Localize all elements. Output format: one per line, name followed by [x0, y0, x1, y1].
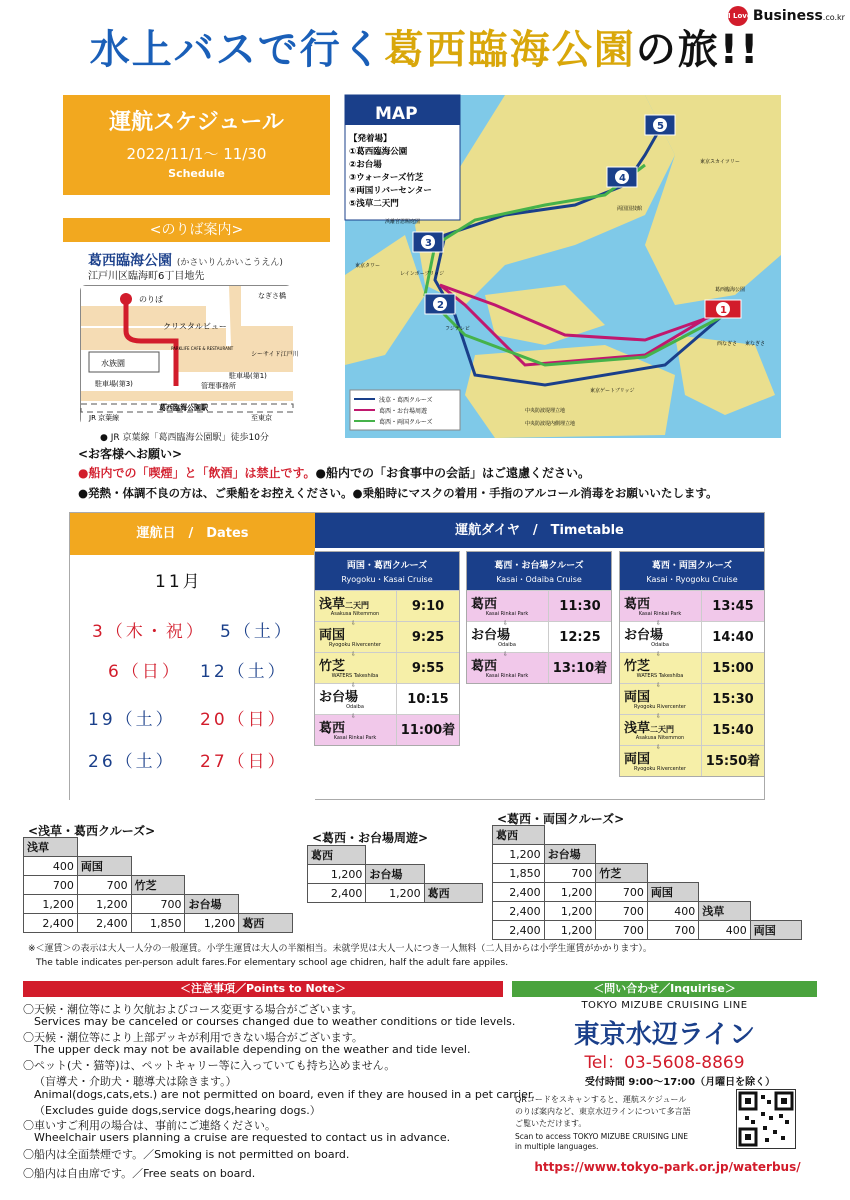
qr-code-svg	[737, 1090, 795, 1148]
boarding-map	[80, 285, 299, 425]
fare-note-en: The table indicates per-person adult fares.For elementary school age chidren, half the adult fare appiles.	[36, 958, 509, 968]
stop-name-main: 両国	[319, 628, 346, 643]
fare-station: 両国	[750, 921, 801, 940]
dates-row	[200, 747, 288, 772]
schedule-box	[63, 95, 330, 195]
stop-name-main: お台場	[471, 628, 511, 643]
fare-cell: 400	[24, 857, 78, 876]
fare-table-kasai-ryogoku	[492, 825, 802, 940]
map-place-label: 東京タワー	[355, 263, 381, 269]
cruise-title: 葛西・お台場クルーズ	[494, 561, 584, 571]
arrow-down-icon: ⇩	[351, 713, 357, 720]
stop-name-main: 両国	[624, 690, 651, 705]
fare-cell: 1,200	[544, 921, 596, 940]
timetable-stop	[620, 652, 764, 689]
title-part-3: の旅!!	[635, 27, 761, 73]
cruise-ryogoku-kasai	[314, 551, 460, 746]
park-name-text: 葛西臨海公園	[88, 253, 172, 269]
route-map	[345, 95, 781, 438]
route-legend-label: 浅草・葛西クルーズ	[379, 397, 433, 404]
route-legend-label: 葛西・両国クルーズ	[379, 419, 433, 426]
date-right: 12（土）	[200, 662, 288, 682]
stop-name-sub: 二天門	[345, 601, 370, 610]
point-line: 〇船内は全面禁煙です。／Smoking is not permitted on board.	[23, 1148, 350, 1161]
marker-label: 4	[619, 173, 626, 184]
stop-time: 13:10着	[548, 653, 611, 683]
stop-name	[319, 624, 345, 643]
qr-text: QRコードをスキャンすると、運航スケジュール	[515, 1095, 687, 1104]
fare-table-asakusa-kasai	[23, 837, 293, 933]
stop-name-en: WATERS Takeshiba	[636, 673, 684, 679]
arrow-down-icon: ⇩	[656, 620, 662, 627]
park-reading: (かさいりんかいこうえん)	[176, 258, 283, 268]
fare-cell: 1,200	[308, 865, 366, 884]
pier-marker-icon	[120, 293, 132, 305]
stop-name-en: Odaiba	[651, 642, 669, 648]
stop-time: 15:50着	[701, 746, 764, 776]
fare-cell: 400	[647, 902, 698, 921]
access-info: ● JR 京葉線「葛西臨海公園駅」徒歩10分	[100, 433, 269, 443]
qr-text: のりば案内など、東京水辺ラインについて多言語	[515, 1107, 691, 1116]
arrow-down-icon: ⇩	[503, 651, 509, 658]
road-shape	[81, 391, 293, 401]
fare-station: 竹芝	[131, 876, 185, 895]
heart-icon: I Love	[728, 6, 748, 26]
stop-name-main: 竹芝	[624, 659, 651, 674]
boarding-map-svg	[81, 286, 299, 426]
map-legend-item: ④両国リバーセンター	[349, 186, 432, 196]
stop-name	[471, 655, 497, 674]
map-place-label: 中央防波堤内側埋立地	[525, 421, 576, 427]
fare-station: お台場	[366, 865, 424, 884]
page-title	[0, 18, 850, 75]
dates-body	[70, 555, 315, 800]
timetable-stop	[620, 683, 764, 720]
stop-name-en: Kasai Rinkai Park	[485, 611, 529, 617]
stop-time: 12:25	[548, 622, 611, 652]
stop-name	[319, 593, 369, 612]
marker-label: 2	[437, 300, 444, 311]
cruise-subtitle: Kasai・Ryogoku Cruise	[646, 575, 738, 584]
map-place-label: 葛西臨海公園	[715, 287, 746, 293]
map-place-label: 東京スカイツリー	[700, 159, 740, 165]
map-place-label: 浜離宮恩賜庭園	[385, 219, 421, 225]
fare-cell: 1,200	[544, 883, 596, 902]
dates-row	[200, 657, 288, 682]
qr-text-en: in multiple languages.	[515, 1142, 599, 1151]
arrow-down-icon: ⇩	[503, 620, 509, 627]
map-legend-item: ①葛西臨海公園	[349, 147, 408, 157]
date-right: 5（土）	[220, 622, 294, 642]
dates-row	[108, 657, 182, 682]
point-line: （盲導犬・介助犬・聴導犬は除きます。）	[34, 1075, 237, 1088]
arrow-down-icon: ⇩	[351, 620, 357, 627]
fare-station: 浅草	[699, 902, 750, 921]
stop-time: 11:30	[548, 591, 611, 621]
stop-name-main: 葛西	[471, 659, 498, 674]
notice-red-text: ●船内での「喫煙」と「飲酒」は禁止です。	[78, 466, 316, 480]
map-place-label: 両国国技館	[617, 206, 643, 212]
dates-row	[88, 747, 176, 772]
fare-cell: 1,850	[131, 914, 185, 933]
map-label-seaside: シーサイド江戸川	[251, 351, 299, 358]
fare-station: 浅草	[24, 838, 78, 857]
map-label-parking1: 駐車場(第1)	[229, 372, 267, 380]
dates-row	[220, 617, 294, 642]
stop-name-main: 葛西	[471, 597, 498, 612]
fare-cell: 700	[596, 902, 647, 921]
title-part-1: 水上バスで行く	[89, 27, 384, 73]
map-legend-item: ⑤浅草二天門	[349, 199, 399, 209]
map-label-station: 葛西臨海公園駅	[159, 404, 208, 412]
fare-cell: 1,200	[185, 914, 239, 933]
arrow-down-icon: ⇩	[656, 713, 662, 720]
stop-name	[624, 686, 650, 705]
date-left: 26（土）	[88, 752, 176, 772]
title-part-2: 葛西臨海公園	[383, 27, 636, 73]
qr-code-icon[interactable]	[736, 1089, 796, 1149]
fare-station: お台場	[544, 845, 596, 864]
map-place-label: 西なぎさ	[717, 341, 738, 347]
point-line: 〇天候・潮位等により上部デッキが利用できない場合がございます。	[23, 1031, 363, 1044]
arrow-down-icon: ⇩	[656, 744, 662, 751]
point-line: 〇ペット(犬・猫等)は、ペットキャリー等に入っていても持ち込めません。	[23, 1059, 396, 1072]
point-line: 〇天候・潮位等により欠航およびコース変更する場合がございます。	[23, 1003, 363, 1016]
point-line: 〇車いすご利用の場合は、事前にご連絡ください。	[23, 1119, 276, 1132]
point-line: Animal(dogs,cats,ets.) are not permitted on board, even if they are housed in a pet carrier.	[34, 1088, 535, 1101]
dates-row	[200, 705, 288, 730]
stop-time: 15:30	[701, 684, 764, 714]
qr-text: ご覧いただけます。	[515, 1119, 587, 1128]
timetable-stop	[467, 621, 611, 658]
map-place-label: 中央防波堤埋立地	[525, 408, 566, 414]
fare-station: 葛西	[493, 826, 545, 845]
map-place-label: フジテレビ	[445, 326, 470, 332]
stop-name-en: Ryogoku Rivercenter	[634, 766, 686, 772]
point-line: Wheelchair users planning a cruise are requested to contact us in advance.	[34, 1131, 451, 1144]
brand-suffix: .co.kr	[822, 13, 845, 22]
stop-name-sub: 二天門	[650, 725, 675, 734]
fare-label-kasai-ryogoku: <葛西・両国クルーズ>	[497, 812, 625, 826]
map-legend-title: 【発着場】	[349, 134, 392, 144]
stop-name-main: 両国	[624, 752, 651, 767]
stop-name-en: WATERS Takeshiba	[331, 673, 379, 679]
fare-cell: 700	[596, 921, 647, 940]
fare-cell: 700	[647, 921, 698, 940]
schedule-dates: 2022/11/1～ 11/30	[126, 145, 267, 163]
stop-name	[624, 655, 650, 674]
map-place-label: 東京ゲートブリッジ	[590, 388, 635, 394]
map-place-label: レインボーブリッジ	[400, 271, 445, 277]
phone-number[interactable]: Tel：03-5608-8869	[584, 1053, 745, 1073]
fare-cell: 400	[699, 921, 750, 940]
stop-name-main: 竹芝	[319, 659, 346, 674]
point-line: Services may be canceled or courses changed due to weather conditions or tide levels.	[34, 1015, 516, 1028]
timetable-stop	[620, 590, 764, 627]
fare-cell: 1,200	[493, 845, 545, 864]
stop-name-main: お台場	[319, 690, 359, 705]
map-label-pier: のりば	[139, 295, 163, 304]
stop-time: 11:00着	[396, 715, 459, 745]
notice-rest-text: ●船内での「お食事中の会話」はご遠慮ください。	[315, 466, 590, 480]
dates-heading: 運航日 / Dates	[70, 513, 315, 555]
fare-cell: 2,400	[493, 883, 545, 902]
date-left: 19（土）	[88, 710, 176, 730]
stop-time: 9:55	[396, 653, 459, 683]
date-left: 6（日）	[108, 662, 182, 682]
stop-name-en: Odaiba	[346, 704, 364, 710]
timetable-stop	[315, 621, 459, 658]
timetable-stop	[315, 590, 459, 627]
brand-name: Business	[752, 8, 823, 24]
fare-cell: 1,200	[77, 895, 131, 914]
map-label-to-tokyo: 至東京	[251, 414, 272, 422]
arrow-down-icon: ⇩	[656, 682, 662, 689]
cruise-kasai-odaiba	[466, 551, 612, 684]
stop-name-en: Kasai Rinkai Park	[638, 611, 682, 617]
cruise-title: 葛西・両国クルーズ	[651, 561, 733, 571]
stop-name	[319, 717, 345, 736]
cruise-heading	[315, 552, 459, 590]
map-label-aquarium: 水族園	[101, 359, 125, 368]
map-label-nagisa: なぎさ橋	[258, 292, 286, 300]
fare-cell: 700	[544, 864, 596, 883]
timetable-stop	[467, 652, 611, 683]
stop-time: 10:15	[396, 684, 459, 714]
park-address: 江戸川区臨海町6丁目地先	[88, 271, 205, 282]
fare-cell: 1,200	[24, 895, 78, 914]
points-heading: ＜注意事項／Points to Note＞	[23, 981, 503, 997]
marker-label: 3	[425, 238, 432, 249]
schedule-heading: 運航スケジュール	[109, 110, 284, 135]
cruise-title: 両国・葛西クルーズ	[346, 561, 428, 571]
arrow-down-icon: ⇩	[351, 682, 357, 689]
stop-name	[624, 748, 650, 767]
cruise-heading	[620, 552, 764, 590]
inquiry-heading: ＜問い合わせ／Inquirise＞	[512, 981, 817, 997]
arrow-down-icon: ⇩	[351, 651, 357, 658]
stop-name-en: Kasai Rinkai Park	[485, 673, 529, 679]
company-jp: 東京水辺ライン	[573, 1020, 756, 1050]
route-map-svg	[345, 95, 781, 438]
map-label-cafe: PARKLIFE CAFE & RESTAURANT	[171, 346, 234, 351]
cruise-subtitle: Kasai・Odaiba Cruise	[496, 575, 582, 584]
fare-station: 両国	[647, 883, 698, 902]
stop-name-main: 浅草	[624, 721, 651, 736]
stop-time: 15:40	[701, 715, 764, 745]
stop-name	[624, 717, 674, 736]
fare-station: 葛西	[308, 846, 366, 865]
cruise-subtitle: Ryogoku・Kasai Cruise	[341, 575, 433, 584]
marker-label: 1	[720, 305, 727, 316]
map-title: MAP	[375, 104, 418, 124]
website-link[interactable]: https://www.tokyo-park.or.jp/waterbus/	[534, 1160, 801, 1174]
point-line: The upper deck may not be available depending on the weather and tide level.	[34, 1043, 471, 1056]
timetable-stop	[315, 652, 459, 689]
notices-heading: <お客様へお願い>	[78, 447, 183, 461]
dates-row	[88, 705, 176, 730]
map-legend-item: ③ウォーターズ竹芝	[349, 173, 424, 183]
fare-station: 葛西	[424, 884, 482, 903]
point-line: （Excludes guide dogs,service dogs,hearing dogs.）	[34, 1104, 321, 1117]
stop-name-en: Ryogoku Rivercenter	[634, 704, 686, 710]
stop-name-main: 葛西	[624, 597, 651, 612]
dates-month: 11月	[155, 572, 203, 592]
stop-time: 9:10	[396, 591, 459, 621]
fare-cell: 700	[77, 876, 131, 895]
fare-cell: 1,200	[544, 902, 596, 921]
qr-text-en: Scan to access TOKYO MIZUBE CRUISING LINE	[515, 1132, 689, 1141]
stop-time: 13:45	[701, 591, 764, 621]
stop-name-en: Asakusa Nitemmon	[330, 611, 380, 617]
fare-station: お台場	[185, 895, 239, 914]
stop-time: 14:40	[701, 622, 764, 652]
notice-line-2: ●発熱・体調不良の方は、ご乗船をお控えください。●乗船時にマスクの着用・手指のアルコール消毒をお願いいたします。	[78, 486, 718, 500]
fare-cell: 2,400	[493, 921, 545, 940]
fare-cell: 2,400	[24, 914, 78, 933]
point-line: 〇船内は自由席です。／Free seats on board.	[23, 1167, 256, 1180]
cruise-kasai-ryogoku	[619, 551, 765, 777]
timetable-stop	[315, 683, 459, 720]
timetable-stop	[315, 714, 459, 745]
timetable-stop	[467, 590, 611, 627]
fare-station: 両国	[77, 857, 131, 876]
route-legend-label: 葛西・お台場周遊	[379, 408, 428, 415]
map-label-office: 管理事務所	[201, 382, 236, 390]
map-place-label: 東なぎさ	[745, 341, 766, 347]
fare-table-kasai-odaiba	[307, 845, 483, 903]
fare-note-jp: ※＜運賃＞の表示は大人一人分の一般運賃。小学生運賃は大人の半額相当。未就学児は大人一人につき一人無料（二人目からは小学生運賃がかかります）。	[28, 944, 652, 954]
fare-cell: 700	[24, 876, 78, 895]
map-legend-item: ②お台場	[349, 160, 382, 170]
fare-station: 竹芝	[596, 864, 647, 883]
timetable-stop	[620, 621, 764, 658]
date-left: 3（木・祝）	[92, 622, 206, 642]
business-hours: 受付時間 9:00～17:00（月曜日を除く）	[584, 1077, 776, 1088]
timetable-heading: 運航ダイヤ / Timetable	[315, 513, 764, 548]
arrow-down-icon: ⇩	[656, 651, 662, 658]
stop-name	[471, 593, 497, 612]
stop-name-en: Odaiba	[498, 642, 516, 648]
map-label-parking3: 駐車場(第3)	[95, 380, 133, 388]
date-right: 20（日）	[200, 710, 288, 730]
stop-name-main: お台場	[624, 628, 664, 643]
dates-row	[92, 617, 206, 642]
stop-time: 9:25	[396, 622, 459, 652]
marker-label: 5	[657, 121, 664, 132]
stop-name-main: 浅草	[319, 597, 346, 612]
company-en: TOKYO MIZUBE CRUISING LINE	[581, 1000, 748, 1011]
stop-name-main: 葛西	[319, 721, 346, 736]
fare-cell: 1,850	[493, 864, 545, 883]
fare-cell: 700	[596, 883, 647, 902]
timetable-stop	[620, 745, 764, 776]
stop-name-en: Kasai Rinkai Park	[333, 735, 377, 741]
fare-label-asakusa-kasai: <浅草・葛西クルーズ>	[28, 824, 156, 838]
stop-name-en: Asakusa Nitemmon	[635, 735, 685, 741]
stop-time: 15:00	[701, 653, 764, 683]
fare-cell: 700	[131, 895, 185, 914]
stop-name	[319, 655, 345, 674]
timetable-stop	[620, 714, 764, 751]
map-label-crystal-view: クリスタルビュー	[163, 322, 227, 331]
fare-label-kasai-odaiba: <葛西・お台場周遊>	[312, 831, 429, 845]
date-right: 27（日）	[200, 752, 288, 772]
boarding-heading: <のりば案内>	[63, 218, 330, 242]
fare-cell: 1,200	[366, 884, 424, 903]
map-label-line: JR 京葉線	[89, 414, 120, 422]
fare-station: 葛西	[239, 914, 293, 933]
fare-cell: 2,400	[493, 902, 545, 921]
fare-cell: 2,400	[77, 914, 131, 933]
stop-name	[624, 593, 650, 612]
notice-line-1	[78, 464, 590, 481]
cruise-heading	[467, 552, 611, 590]
brand-logo	[728, 6, 845, 26]
stop-name-en: Ryogoku Rivercenter	[329, 642, 381, 648]
fare-cell: 2,400	[308, 884, 366, 903]
schedule-subtitle: Schedule	[168, 167, 225, 180]
